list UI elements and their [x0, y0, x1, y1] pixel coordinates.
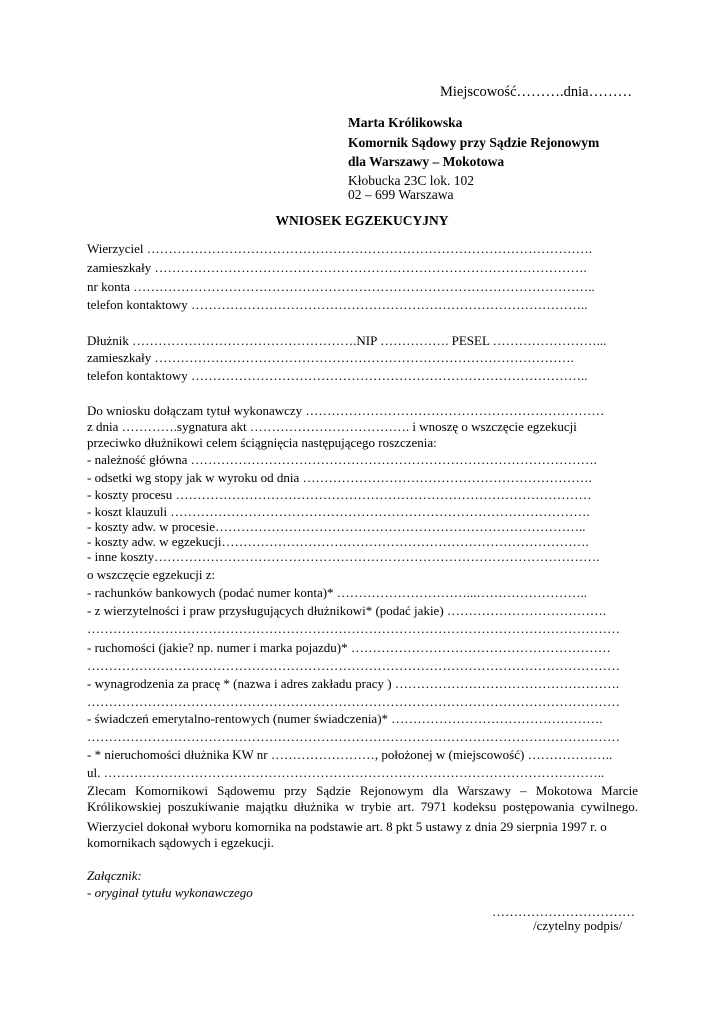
claim-clause-line: - koszt klauzuli …………………………………………………………………………………….	[87, 504, 590, 519]
claim-date-line: z dnia ………….sygnatura akt ………………………………. i wnoszę o wszczęcie egzekucji	[87, 419, 577, 434]
enforcement-claims-line: - z wierzytelności i praw przysługujących dłużnikowi* (podać jakie) ……………………………….	[87, 603, 607, 618]
enforcement-movables-line: - ruchomości (jakie? np. numer i marka pojazdu)* ……………………………………………………	[87, 640, 611, 655]
creditor-address-line: zamieszkały ……………………………………………………………………………………….	[87, 260, 587, 275]
commission-paragraph: Zlecam Komornikowi Sądowemu przy Sądzie Rejonowym dla Warszawy – Mokotowa Marcie Królikowskiej poszukiwanie majątku dłużnika w trybie art. 7971 kodeksu postępowania cywilnego.	[87, 783, 638, 814]
bailiff-city: 02 – 699 Warszawa	[348, 187, 454, 202]
bailiff-title-line2: dla Warszawy – Mokotowa	[348, 154, 505, 169]
debtor-name-line: Dłużnik …………………………………………….NIP ……………. PESEL ……………………...	[87, 333, 607, 348]
claim-costs-line: - koszty procesu ……………………………………………………………………………………	[87, 487, 592, 502]
enforcement-pension-line: - świadczeń emerytalno-rentowych (numer świadczenia)* ………………………………………….	[87, 711, 603, 726]
enforcement-pension-cont-line: ……………………………………………………………………………………………………………	[87, 729, 620, 744]
signature-label: /czytelny podpis/	[533, 918, 623, 933]
bailiff-street: Kłobucka 23C lok. 102	[348, 173, 474, 188]
choice-paragraph: Wierzyciel dokonał wyboru komornika na podstawie art. 8 pkt 5 ustawy z dnia 29 sierpnia 1997 r. o komornikach sądowych i egzekucji.	[87, 819, 607, 850]
attachment-label: Załącznik:	[87, 868, 142, 883]
attachment-item: - oryginał tytułu wykonawczego	[87, 885, 253, 900]
claim-principal-line: - należność główna ………………………………………………………………………………….	[87, 452, 597, 467]
enforcement-claims-cont-line: ……………………………………………………………………………………………………………	[87, 621, 620, 636]
enforcement-intro-line: o wszczęcie egzekucji z:	[87, 567, 216, 582]
document-title: WNIOSEK EGZEKUCYJNY	[275, 213, 449, 228]
claim-other-line: - inne koszty………………………………………………………………………………………….	[87, 549, 600, 564]
signature-dots: ……………………………	[492, 904, 635, 919]
enforcement-bank-line: - rachunków bankowych (podać numer konta)* …………………………...……………………..	[87, 585, 588, 600]
enforcement-salary-cont-line: ……………………………………………………………………………………………………………	[87, 694, 620, 709]
enforcement-salary-line: - wynagrodzenia za pracę * (nazwa i adres zakładu pracy ) …………………………………………….	[87, 676, 620, 691]
claim-adv-enforcement-line: - koszty adw. w egzekucji………………………………………………………………………….	[87, 534, 589, 549]
creditor-name-line: Wierzyciel ………………………………………………………………………………………….	[87, 241, 592, 256]
enforcement-realestate-line: - * nieruchomości dłużnika KW nr ……………………, położonej w (miejscowość) ………………..	[87, 747, 613, 762]
debtor-phone-line: telefon kontaktowy ………………………………………………………………………………..	[87, 368, 588, 383]
debtor-address-line: zamieszkały …………………………………………………………………………………….	[87, 350, 574, 365]
enforcement-movables-cont-line: ……………………………………………………………………………………………………………	[87, 658, 620, 673]
claim-interest-line: - odsetki wg stopy jak w wyroku od dnia ………………………………………………………….	[87, 470, 592, 485]
place-date: Miejscowość……….dnia………	[440, 84, 633, 100]
creditor-account-line: nr konta ……………………………………………………………………………………………..	[87, 279, 595, 294]
creditor-phone-line: telefon kontaktowy ………………………………………………………………………………..	[87, 297, 588, 312]
enforcement-street-line: ul. ……………………………………………………………………………………………………..	[87, 765, 605, 780]
bailiff-title-line1: Komornik Sądowy przy Sądzie Rejonowym	[348, 135, 600, 150]
claim-intro-line: przeciwko dłużnikowi celem ściągnięcia następującego roszczenia:	[87, 435, 437, 450]
claim-title-line: Do wniosku dołączam tytuł wykonawczy ……………………………………………………………	[87, 403, 605, 418]
bailiff-name: Marta Królikowska	[348, 115, 463, 130]
claim-adv-process-line: - koszty adw. w procesie…………………………………………………………………………..	[87, 519, 586, 534]
